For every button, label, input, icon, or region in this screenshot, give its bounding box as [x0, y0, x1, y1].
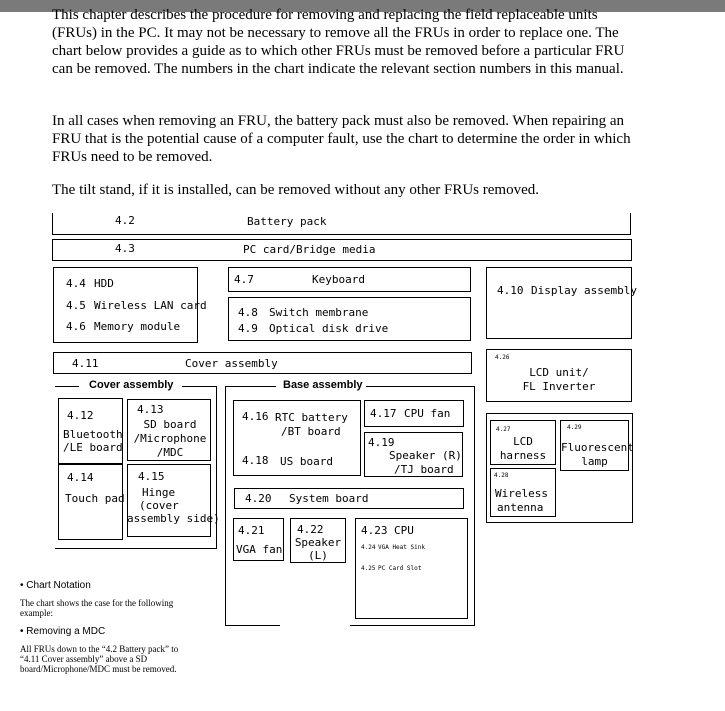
cover-heading-rule-left — [55, 386, 79, 387]
odd-label: Optical disk drive — [269, 322, 389, 335]
vga-fan-label: VGA fan — [236, 543, 283, 556]
battery-right-edge — [630, 213, 631, 234]
bluetooth-line1: Bluetooth — [63, 428, 123, 441]
speaker-r-line2: /TJ board — [394, 463, 454, 476]
lcd-harness-number: 4.27 — [496, 426, 511, 433]
display-label: Display assembly — [531, 284, 637, 297]
speaker-l-line2: (L) — [308, 549, 328, 562]
base-heading-rule-right — [366, 386, 474, 387]
hinge-line2: (cover — [139, 499, 179, 512]
antenna-line1: Wireless — [495, 487, 548, 500]
base-frame-right — [474, 386, 475, 625]
cpu-fan-number: 4.17 — [370, 407, 397, 420]
display-assembly-box — [486, 267, 637, 339]
pc-card-number: 4.3 — [115, 242, 135, 255]
rtc-line1: RTC battery — [275, 411, 348, 424]
hinge-number: 4.15 — [138, 470, 165, 483]
switch-odd-box — [228, 297, 471, 341]
system-board-label: System board — [289, 492, 369, 505]
cpu-number: 4.23 — [361, 524, 388, 537]
speaker-l-box — [290, 518, 346, 563]
lcd-number: 4.26 — [495, 354, 510, 361]
hdd-group-box — [53, 267, 207, 343]
intro-paragraph: This chapter describes the procedure for removing and replacing the field replaceable units (FRUs) in the PC. It may not be necessary to remove all the FRUs in order to replace one. The chart below provides a guide as to which other FRUs must be removed before a particular FRU can be removed. The numbers in the chart indicate the relevant section numbers in this manual. — [52, 7, 625, 77]
rtc-battery-box — [233, 400, 361, 476]
usb-label: US board — [280, 455, 333, 468]
sd-number: 4.13 — [137, 403, 164, 416]
sd-board-box — [127, 399, 211, 461]
battery-paragraph: In all cases when removing an FRU, the battery pack must also be removed. When repairing an FRU that is the potential cause of a computer fault, use the chart to determine the order in which FRUs need to be removed. — [52, 113, 631, 165]
speaker-l-line1: Speaker — [294, 536, 342, 549]
system-board-number: 4.20 — [245, 492, 272, 505]
sd-line3: /MDC — [156, 446, 184, 459]
fluorescent-lamp-box — [560, 420, 634, 471]
chart-notes — [20, 579, 190, 674]
touch-pad-box — [58, 464, 123, 540]
odd-number: 4.9 — [238, 322, 258, 335]
base-assembly-heading: Base assembly — [280, 379, 366, 392]
bluetooth-number: 4.12 — [67, 409, 94, 422]
hdd-label: HDD — [94, 277, 114, 290]
battery-left-edge — [52, 213, 53, 234]
vga-heatsink-number: 4.24 — [361, 544, 376, 551]
bluetooth-line2: /LE board — [63, 441, 123, 454]
pc-card-box — [52, 239, 632, 261]
cpu-fan-box — [364, 400, 464, 427]
memory-number: 4.6 — [66, 320, 86, 333]
cpu-label: CPU — [394, 524, 414, 537]
vga-fan-number: 4.21 — [238, 524, 265, 537]
removing-mdc-heading: • Removing a MDC — [20, 626, 106, 637]
lcd-unit-box — [486, 349, 632, 402]
battery-number: 4.2 — [115, 214, 135, 227]
pc-card-slot-number: 4.25 — [361, 565, 376, 572]
bluetooth-box — [58, 398, 123, 464]
speaker-r-line1: Speaker (R) — [389, 449, 462, 462]
base-frame-bottom-left — [225, 625, 280, 626]
cover-label: Cover assembly — [185, 357, 278, 370]
pc-card-slot-label: PC Card Slot — [378, 565, 422, 572]
cpu-fan-label: CPU fan — [404, 407, 451, 420]
hdd-number: 4.4 — [66, 277, 86, 290]
lamp-line2: lamp — [581, 455, 608, 468]
keyboard-number: 4.7 — [234, 273, 254, 286]
touch-pad-number: 4.14 — [67, 471, 94, 484]
switch-label: Switch membrane — [269, 306, 369, 319]
lamp-number: 4.29 — [567, 424, 582, 431]
cover-number: 4.11 — [72, 357, 99, 370]
keyboard-box — [228, 267, 471, 292]
hinge-line1: Hinge — [142, 486, 176, 499]
hinge-line3: assembly side) — [127, 512, 220, 525]
removing-mdc-text: All FRUs down to the “4.2 Battery pack” to “4.11 Cover assembly” above a SD board/Microphone/MDC must be removed. — [20, 644, 179, 674]
antenna-number: 4.28 — [494, 472, 509, 479]
tilt-stand-paragraph: The tilt stand, if it is installed, can be removed without any other FRUs removed. — [52, 182, 539, 198]
wlan-number: 4.5 — [66, 299, 86, 312]
cover-assembly-box — [53, 352, 472, 374]
rtc-number: 4.16 — [242, 410, 269, 423]
battery-label: Battery pack — [247, 215, 327, 228]
cover-heading-rule-right — [182, 386, 216, 387]
base-frame-left — [225, 386, 226, 625]
speaker-l-number: 4.22 — [297, 523, 324, 536]
system-board-box — [234, 488, 464, 509]
speaker-r-box — [364, 432, 463, 477]
chart-notation-text: The chart shows the case for the following example: — [20, 598, 174, 618]
base-frame-bottom-right — [350, 625, 475, 626]
base-heading-rule-left — [225, 386, 276, 387]
chart-notation-heading: • Chart Notation — [20, 580, 91, 591]
cover-frame-bottom — [55, 548, 217, 549]
cpu-box — [355, 518, 468, 619]
usb-number: 4.18 — [242, 454, 269, 467]
sd-line2: /Microphone — [133, 432, 207, 445]
switch-number: 4.8 — [238, 306, 258, 319]
rtc-line2: /BT board — [281, 425, 341, 438]
wlan-label: Wireless LAN card — [94, 299, 207, 312]
wireless-antenna-box — [490, 468, 556, 517]
display-number: 4.10 — [497, 284, 524, 297]
speaker-r-number: 4.19 — [368, 436, 395, 449]
lcd-harness-box — [490, 420, 556, 465]
keyboard-label: Keyboard — [312, 273, 365, 286]
lamp-line1: Fluorescent — [561, 441, 634, 454]
antenna-line2: antenna — [497, 501, 544, 514]
vga-heatsink-label: VGA Heat Sink — [378, 544, 425, 551]
lcd-label-line1: LCD unit/ — [529, 366, 589, 379]
hinge-box — [127, 464, 220, 537]
lcd-label-line2: FL Inverter — [522, 380, 596, 393]
cover-assembly-heading: Cover assembly — [86, 379, 176, 392]
pc-card-label: PC card/Bridge media — [243, 243, 376, 256]
battery-bottom-edge — [52, 234, 631, 235]
lcd-harness-line1: LCD — [513, 435, 533, 448]
memory-label: Memory module — [94, 320, 181, 333]
touch-pad-label: Touch pad — [65, 492, 125, 505]
sd-line1: SD board — [143, 418, 197, 431]
vga-fan-box — [233, 518, 284, 561]
lcd-harness-line2: harness — [499, 449, 547, 462]
